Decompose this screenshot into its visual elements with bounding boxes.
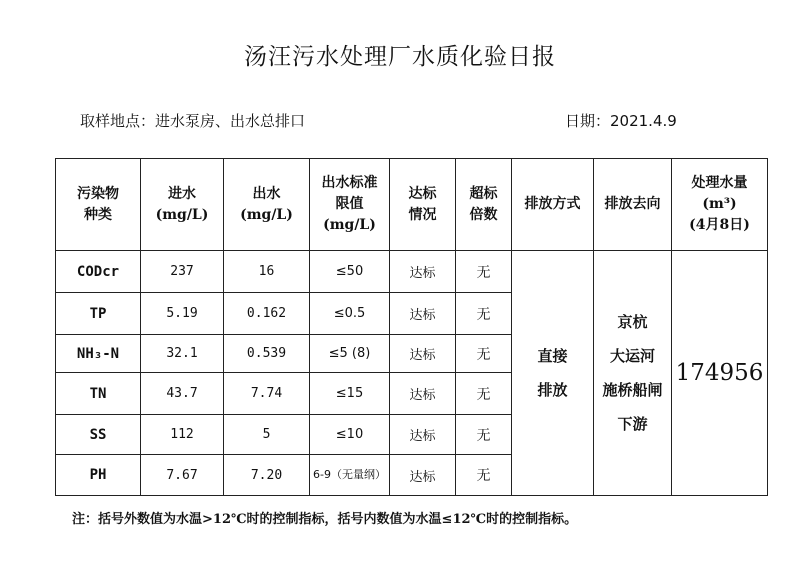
exceed-value: 无	[456, 251, 512, 293]
table-row	[56, 251, 768, 293]
pollutant-name: CODcr	[56, 251, 141, 293]
exceed-value: 无	[456, 293, 512, 335]
exceed-value: 无	[456, 415, 512, 455]
inflow-value: 112	[141, 415, 224, 455]
outflow-value: 0.162	[224, 293, 310, 335]
limit-value: 6-9（无量纲）	[310, 455, 390, 496]
inflow-value: 7.67	[141, 455, 224, 496]
report-date: 日期：2021.4.9	[565, 112, 677, 130]
report-title: 汤汪污水处理厂水质化验日报	[244, 44, 556, 70]
treated-volume: 174956	[672, 251, 768, 496]
outflow-value: 16	[224, 251, 310, 293]
exceed-value: 无	[456, 455, 512, 496]
inflow-value: 32.1	[141, 335, 224, 373]
limit-value: ≤50	[310, 251, 390, 293]
pollutant-name: SS	[56, 415, 141, 455]
compliance-status: 达标	[390, 335, 456, 373]
compliance-status: 达标	[390, 415, 456, 455]
limit-value: ≤10	[310, 415, 390, 455]
header-destination: 排放去向	[594, 159, 672, 251]
header-inflow: 进水 (mg/L)	[141, 159, 224, 251]
pollutant-name: TP	[56, 293, 141, 335]
pollutant-name: TN	[56, 373, 141, 415]
exceed-value: 无	[456, 373, 512, 415]
header-method: 排放方式	[512, 159, 594, 251]
limit-value: ≤5 (8)	[310, 335, 390, 373]
compliance-status: 达标	[390, 251, 456, 293]
compliance-status: 达标	[390, 455, 456, 496]
inflow-value: 237	[141, 251, 224, 293]
outflow-value: 7.20	[224, 455, 310, 496]
discharge-destination: 京杭 大运河 施桥船闸 下游	[594, 251, 672, 496]
header-volume: 处理水量 (m³) (4月8日)	[672, 159, 768, 251]
discharge-method: 直接 排放	[512, 251, 594, 496]
header-outflow: 出水 (mg/L)	[224, 159, 310, 251]
header-limit: 出水标准 限值 (mg/L)	[310, 159, 390, 251]
footnote: 注：括号外数值为水温>12℃时的控制指标，括号内数值为水温≤12℃时的控制指标。	[72, 512, 578, 527]
header-pollutant: 污染物 种类	[56, 159, 141, 251]
outflow-value: 5	[224, 415, 310, 455]
header-exceed: 超标 倍数	[456, 159, 512, 251]
outflow-value: 0.539	[224, 335, 310, 373]
sampling-location: 取样地点：进水泵房、出水总排口	[80, 112, 306, 130]
header-row	[56, 159, 768, 251]
compliance-status: 达标	[390, 293, 456, 335]
inflow-value: 5.19	[141, 293, 224, 335]
compliance-status: 达标	[390, 373, 456, 415]
pollutant-name: PH	[56, 455, 141, 496]
pollutant-name: NH₃-N	[56, 335, 141, 373]
limit-value: ≤0.5	[310, 293, 390, 335]
limit-value: ≤15	[310, 373, 390, 415]
exceed-value: 无	[456, 335, 512, 373]
outflow-value: 7.74	[224, 373, 310, 415]
water-quality-table	[55, 158, 768, 496]
header-compliance: 达标 情况	[390, 159, 456, 251]
inflow-value: 43.7	[141, 373, 224, 415]
